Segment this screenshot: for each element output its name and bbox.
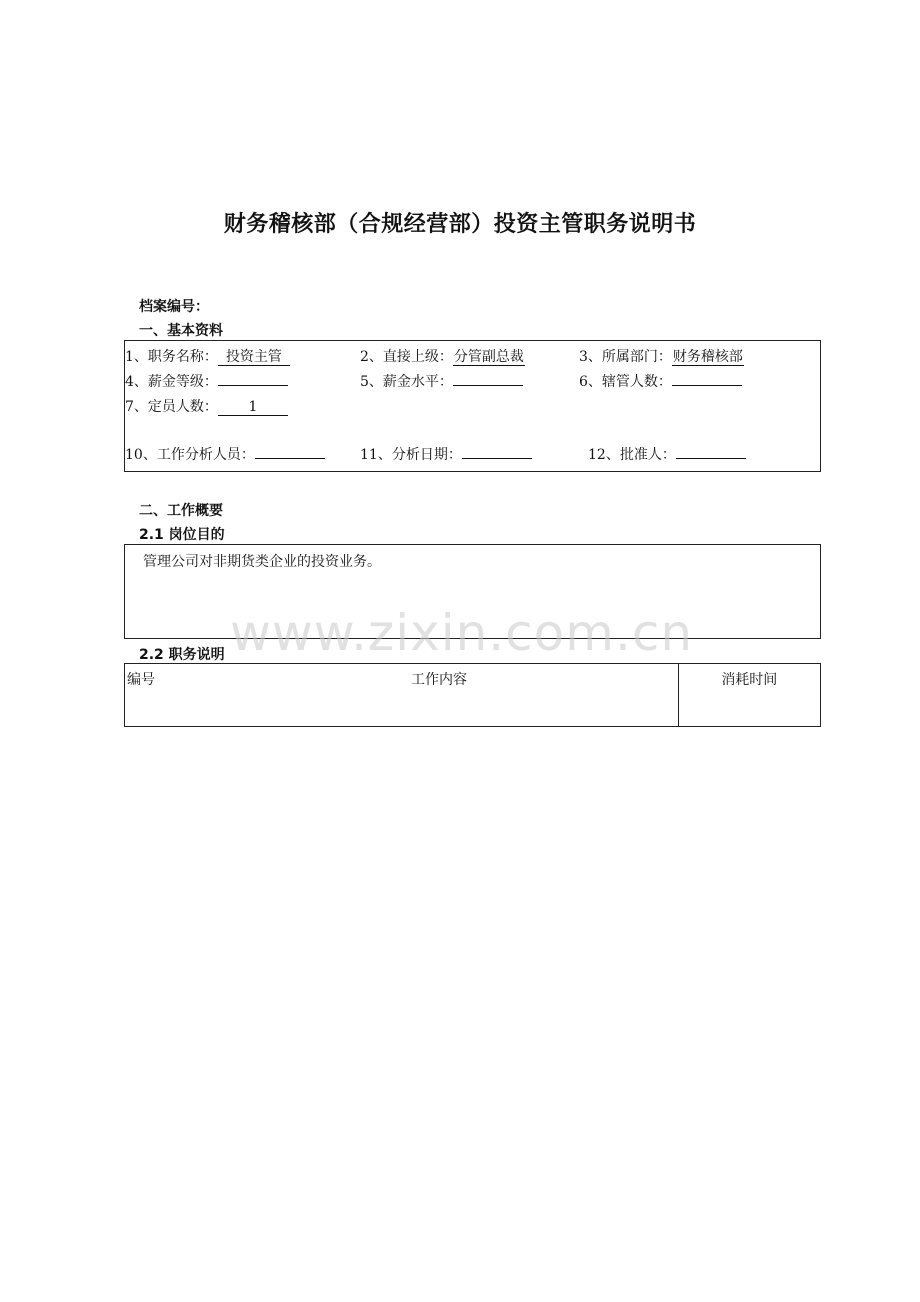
department-value: 财务稽核部 — [672, 349, 743, 365]
headcount-field — [125, 396, 288, 416]
position-purpose-text: 管理公司对非期货类企业的投资业务。 — [143, 554, 381, 570]
salary-level-value — [453, 385, 523, 386]
column-time-header: 消耗时间 — [678, 664, 820, 727]
table-header-row — [125, 664, 821, 727]
job-description-table — [124, 663, 821, 727]
subordinates-count-value — [672, 385, 742, 386]
salary-level-label: 5、薪金水平： — [360, 374, 453, 390]
section-basic-info-heading: 一、基本资料 — [139, 323, 223, 339]
salary-level-field — [360, 371, 523, 391]
column-number-header: 编号 — [127, 672, 155, 688]
job-description-heading: 2.2 职务说明 — [139, 647, 225, 663]
salary-grade-field — [125, 371, 288, 391]
subordinates-count-field — [579, 371, 742, 391]
headcount-value: 1 — [218, 399, 288, 416]
analysis-date-field — [360, 444, 532, 464]
approver-value — [676, 458, 746, 459]
department-label: 3、所属部门： — [579, 349, 672, 365]
section-work-summary-heading: 二、工作概要 — [139, 503, 223, 519]
position-purpose-heading: 2.1 岗位目的 — [139, 527, 225, 543]
column-content-header: 工作内容 — [411, 672, 467, 688]
job-title-label: 1、职务名称： — [125, 349, 218, 365]
file-number-label: 档案编号： — [139, 299, 209, 315]
subordinates-count-label: 6、辖管人数： — [579, 374, 672, 390]
job-title-value: 投资主管 — [218, 349, 290, 366]
analyst-field — [125, 444, 325, 464]
job-title-field — [125, 346, 290, 366]
analysis-date-label: 11、分析日期： — [360, 447, 462, 463]
analysis-date-value — [462, 458, 532, 459]
watermark: www.zixin.com.cn — [230, 604, 694, 662]
headcount-label: 7、定员人数： — [125, 399, 218, 415]
direct-superior-value: 分管副总裁 — [453, 349, 524, 365]
department-field — [579, 346, 744, 366]
direct-superior-field — [360, 346, 525, 366]
table-header-content-cell — [125, 664, 679, 727]
analyst-label: 10、工作分析人员： — [125, 447, 255, 463]
salary-grade-label: 4、薪金等级： — [125, 374, 218, 390]
position-purpose-box — [124, 544, 821, 639]
approver-field — [588, 444, 746, 464]
approver-label: 12、批准人： — [588, 447, 676, 463]
document-title: 财务稽核部（合规经营部）投资主管职务说明书 — [223, 212, 697, 237]
salary-grade-value — [218, 385, 288, 386]
direct-superior-label: 2、直接上级： — [360, 349, 453, 365]
analyst-value — [255, 458, 325, 459]
